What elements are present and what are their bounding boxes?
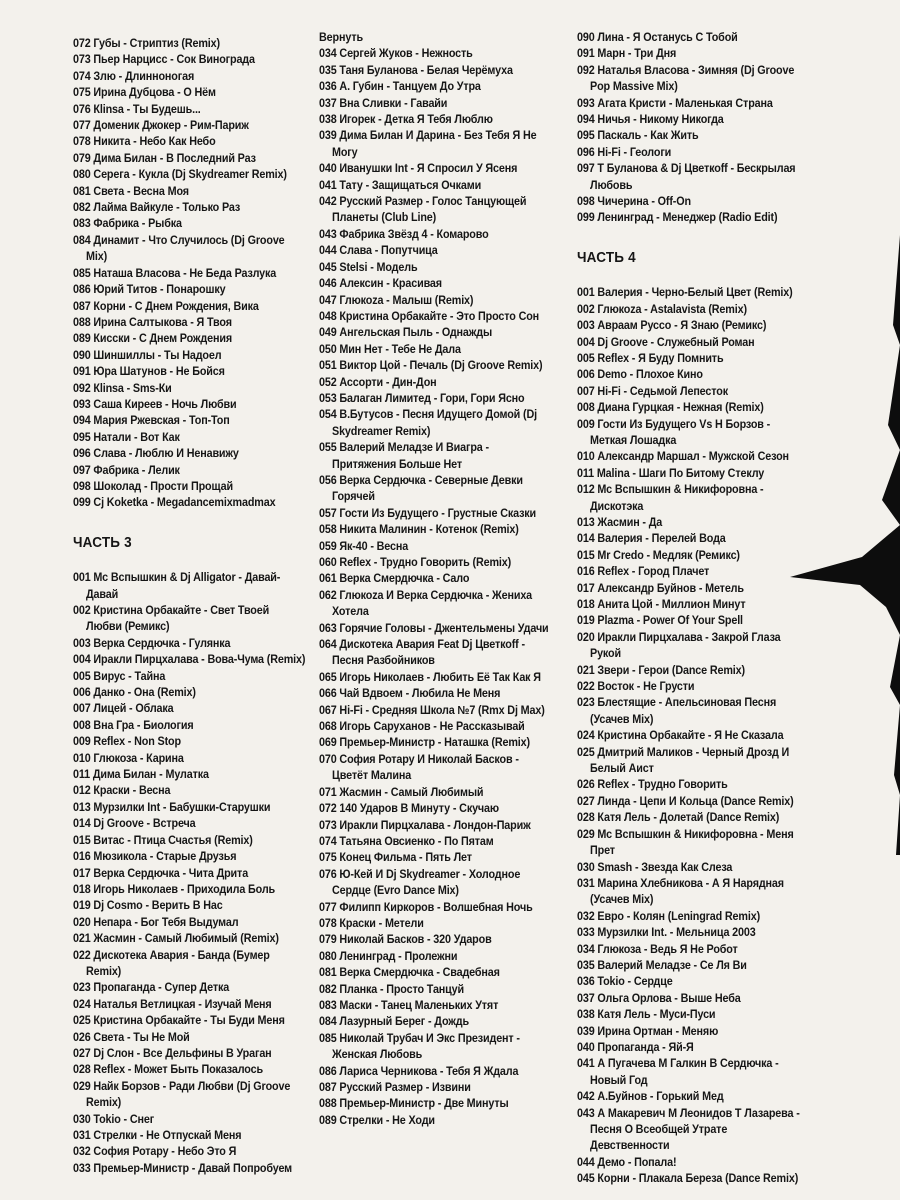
track-item: 092 Кlinsa - Sms-Ки <box>73 381 172 395</box>
track-item: 082 Планка - Просто Танцуй <box>319 982 465 996</box>
track-item: 003 Авраам Руссо - Я Знаю (Ремикс) <box>577 319 767 333</box>
track-item: 007 Лицей - Облака <box>73 702 174 716</box>
track-item: 091 Юра Шатунов - Не Бойся <box>73 365 225 379</box>
track-item: 042 А.Буйнов - Горький Мед <box>577 1090 724 1104</box>
track-item: 006 Данко - Она (Remix) <box>73 686 196 700</box>
track-item: 053 Балаган Лимитед - Гори, Гори Ясно <box>319 391 525 405</box>
track-item: 082 Лайма Вайкуле - Только Раз <box>73 201 241 215</box>
track-item: 074 Татьяна Овсиенко - По Пятам <box>319 834 494 848</box>
track-item: 045 Stelsi - Модель <box>319 260 418 274</box>
track-item: 016 Reflex - Город Плачет <box>577 565 710 579</box>
track-item: 094 Ничья - Никому Никогда <box>577 113 724 127</box>
track-item: 031 Стрелки - Не Отпускай Меня <box>73 1129 242 1142</box>
track-item: 066 Чай Вдвоем - Любила Не Меня <box>319 687 501 701</box>
track-item: 034 Сергей Жуков - Нежность <box>319 47 473 61</box>
track-item: 030 Smash - Звезда Как Слеза <box>577 860 733 874</box>
track-item: 084 Лазурный Берег - Дождь <box>319 1015 469 1029</box>
column-2 <box>319 30 552 1129</box>
track-item: 073 Иракли Пирцхалава - Лондон-Париж <box>319 818 531 832</box>
track-item: 067 Hi-Fi - Средняя Школа №7 (Rmx Dj Max) <box>319 703 545 717</box>
track-item: 043 Фабрика Звёзд 4 - Комарово <box>319 227 489 241</box>
track-item: 025 Дмитрий Маликов - Черный Дрозд И Белый Аист <box>577 745 790 776</box>
track-item: 008 Вна Гра - Биология <box>73 718 194 732</box>
track-item: 083 Маски - Танец Маленьких Утят <box>319 998 499 1012</box>
track-item: 019 Dj Cosmo - Верить В Нас <box>73 899 223 913</box>
track-item: 032 Евро - Колян (Leningrad Remix) <box>577 909 761 923</box>
track-item: 005 Вирус - Тайна <box>73 669 166 683</box>
track-item: 056 Верка Сердючка - Северные Девки Горячей <box>319 473 523 504</box>
track-item: 013 Жасмин - Да <box>577 515 663 529</box>
track-item: 027 Линда - Цепи И Кольца (Dance Remix) <box>577 794 794 808</box>
track-item: 080 Серега - Кукла (Dj Skydreamer Remix) <box>73 168 287 182</box>
track-list <box>577 30 802 227</box>
track-list <box>73 570 306 1177</box>
track-item: 071 Жасмин - Самый Любимый <box>319 785 484 799</box>
track-list <box>319 30 552 1129</box>
track-item: 068 Игорь Саруханов - Не Рассказывай <box>319 720 525 734</box>
track-item: 042 Русский Размер - Голос Танцующей Планеты (Club Line) <box>319 195 527 225</box>
track-item: 085 Наташа Власова - Не Беда Разлука <box>73 266 277 280</box>
track-item: 005 Reflex - Я Буду Помнить <box>577 351 724 365</box>
track-item: 001 Мс Вспышкин & Dj Alligator - Давай-Давай <box>73 571 281 601</box>
track-item: 041 Тату - Защищаться Очками <box>319 178 482 192</box>
track-item: 033 Премьер-Министр - Давай Попробуем <box>73 1161 293 1175</box>
track-item: 017 Верка Сердючка - Чита Дрита <box>73 866 249 880</box>
track-item: 002 Кристина Орбакайте - Свет Твоей Любви (Ремикс) <box>73 604 270 634</box>
track-item: 040 Иванушки Int - Я Спросил У Ясеня <box>319 162 518 176</box>
track-item: 046 Алексин - Красивая <box>319 277 442 291</box>
track-item: 028 Катя Лель - Долетай (Dance Remix) <box>577 811 780 825</box>
track-item: 028 Reflex - Может Быть Показалось <box>73 1063 263 1077</box>
track-item: 031 Марина Хлебникова - А Я Нарядная (Усачев Mix) <box>577 876 784 907</box>
track-item: 040 Пропаганда - Яй-Я <box>577 1040 694 1054</box>
track-item: 074 Злю - Длинноногая <box>73 69 195 83</box>
track-item: 050 Мин Нет - Тебе Не Дала <box>319 342 461 356</box>
track-item: 094 Мария Ржевская - Топ-Топ <box>73 414 230 428</box>
track-item: 064 Дискотека Авария Feat Dj Цветкоff - Песня Разбойников <box>319 638 525 668</box>
track-item: 098 Шоколад - Прости Прощай <box>73 479 233 493</box>
track-item: 089 Стрелки - Не Ходи <box>319 1113 435 1127</box>
track-item: 055 Валерий Меладзе И Виагра - Притяжения Больше Нет <box>319 441 489 471</box>
track-item: 027 Dj Слон - Все Дельфины В Ураган <box>73 1046 272 1060</box>
track-item: 047 Глюкоza - Малыш (Remix) <box>319 293 474 307</box>
track-item: 081 Света - Весна Моя <box>73 184 189 198</box>
track-item: 009 Reflex - Non Stop <box>73 735 181 749</box>
track-item: 077 Доменик Джокер - Рим-Париж <box>73 119 249 133</box>
track-item: 096 Hi-Fi - Геологи <box>577 145 672 159</box>
track-item: 026 Reflex - Трудно Говорить <box>577 778 728 792</box>
track-item: 072 140 Ударов В Минуту - Скучаю <box>319 802 499 816</box>
track-item: 076 Кlinsa - Ты Будешь... <box>73 102 201 116</box>
track-item: 089 Кисски - С Днем Рождения <box>73 332 232 346</box>
track-item: 045 Корни - Плакала Береза (Dance Remix) <box>577 1172 799 1186</box>
track-item: 018 Игорь Николаев - Приходила Боль <box>73 882 276 896</box>
track-item: 002 Глюкоza - Astalavista (Remix) <box>577 302 747 316</box>
starburst-decoration <box>790 235 900 855</box>
track-item: 083 Фабрика - Рыбка <box>73 217 182 231</box>
track-item: 062 Глюкоza И Верка Сердючка - Женихa Хотела <box>319 588 533 619</box>
track-item: 087 Русский Размер - Извини <box>319 1081 471 1094</box>
track-item: 010 Глюкоза - Карина <box>73 751 184 765</box>
track-item: 011 Malina - Шаги По Битому Стеклу <box>577 466 765 480</box>
track-item: 092 Наталья Власова - Зимняя (Dj Groove Pop Massive Mix) <box>577 63 795 94</box>
track-item: 088 Ирина Салтыкова - Я Твоя <box>73 315 232 329</box>
track-item: 090 Лина - Я Останусь С Тобой <box>577 31 738 44</box>
column-3 <box>577 30 802 1188</box>
track-item: 039 Ирина Ортман - Меняю <box>577 1024 719 1038</box>
track-item: 091 Марн - Три Дня <box>577 47 677 61</box>
track-item: 030 Tokio - Снег <box>73 1112 155 1126</box>
track-item: 073 Пьер Нарцисс - Сок Винограда <box>73 53 255 67</box>
track-item: 016 Мюзикола - Старые Друзья <box>73 850 237 864</box>
track-item: 052 Ассорти - Дин-Дон <box>319 375 437 389</box>
track-item: 061 Верка Смердючка - Сало <box>319 572 470 586</box>
track-item: 025 Кристина Орбакайте - Ты Буди Меня <box>73 1014 285 1028</box>
track-list <box>73 36 306 512</box>
track-item: 006 Demo - Плохое Кино <box>577 368 703 382</box>
track-item: 012 Краски - Весна <box>73 784 171 798</box>
track-list <box>577 285 802 1187</box>
track-item: 058 Никита Малинин - Котенок (Remix) <box>319 523 519 537</box>
track-item: 012 Мс Вспышкин & Никифоровна - Дискотэка <box>577 483 764 513</box>
track-item: 032 София Ротару - Небо Это Я <box>73 1145 237 1159</box>
track-item: 084 Динамит - Что Случилось (Dj Groove Mix) <box>73 233 285 264</box>
track-item: 015 Витас - Птица Счастья (Remix) <box>73 833 253 847</box>
track-item: 077 Филипп Киркоров - Волшебная Ночь <box>319 900 533 914</box>
track-item: 080 Ленинград - Пролежни <box>319 949 458 963</box>
track-item: 023 Блестящие - Апельсиновая Песня (Усачев Mix) <box>577 696 777 726</box>
track-item: 007 Hi-Fi - Седьмой Лепесток <box>577 384 728 398</box>
track-item: 036 А. Губин - Танцуем До Утра <box>319 80 481 94</box>
track-item: 020 Непара - Бог Тебя Выдумал <box>73 915 239 929</box>
track-item: 015 Mr Credo - Медляк (Ремикс) <box>577 548 740 562</box>
track-item: 098 Чичерина - Off-On <box>577 195 691 209</box>
track-item: 023 Пропаганда - Супер Детка <box>73 981 230 995</box>
track-item: 081 Верка Смердючка - Свадебная <box>319 966 500 980</box>
track-item: 009 Гости Из Будущего Vs Н Борзов - Меткая Лошадка <box>577 417 771 447</box>
track-item: 004 Dj Groove - Служебный Роман <box>577 335 755 349</box>
track-item: 021 Звери - Герои (Dance Remix) <box>577 663 745 677</box>
column-1 <box>73 36 306 1177</box>
track-item: 079 Николай Басков - 320 Ударов <box>319 933 492 947</box>
track-item: 095 Натали - Вот Как <box>73 430 180 444</box>
track-item: 013 Мурзилки Int - Бабушки-Старушки <box>73 800 271 814</box>
track-item: 035 Валерий Меладзе - Се Ля Ви <box>577 958 747 972</box>
track-item: 088 Премьер-Министр - Две Минуты <box>319 1097 509 1111</box>
track-item: 029 Мс Вспышкин & Никифоровна - Меня Прет <box>577 827 794 858</box>
track-item: 036 Tokio - Сердце <box>577 975 673 989</box>
track-item: 096 Слава - Люблю И Ненавижу <box>73 447 239 461</box>
track-item: 076 Ю-Кей И Dj Skydreamer - Холодное Сердце (Evro Dance Mix) <box>319 867 521 898</box>
track-item: 037 Вна Сливки - Гавайи <box>319 96 448 110</box>
track-item: 087 Корни - С Днем Рождения, Вика <box>73 299 259 313</box>
track-item: 034 Глюкоза - Ведь Я Не Робот <box>577 942 738 956</box>
track-item: 086 Юрий Титов - Понарошку <box>73 283 226 297</box>
track-item: 090 Шиншиллы - Ты Надоел <box>73 348 222 362</box>
track-item: 003 Верка Сердючка - Гулянка <box>73 636 231 650</box>
track-item: 010 Александр Маршал - Мужской Сезон <box>577 450 789 464</box>
track-item: 078 Краски - Метели <box>319 916 424 930</box>
track-item: 024 Наталья Ветлицкая - Изучай Меня <box>73 997 272 1011</box>
track-item: 021 Жасмин - Самый Любимый (Remix) <box>73 932 279 946</box>
track-item: 097 Т Буланова & Dj Цветкоff - Бескрылая Любовь <box>577 162 796 192</box>
track-item: 018 Анита Цой - Миллион Минут <box>577 598 746 611</box>
track-item: 072 Губы - Стриптиз (Remix) <box>73 37 220 50</box>
track-item: 033 Мурзилки Int. - Мельница 2003 <box>577 926 756 940</box>
section-title-part-4: ЧАСТЬ 4 <box>577 249 636 266</box>
track-item: 019 Plazma - Power Of Your Spell <box>577 614 743 628</box>
track-item: 049 Ангельская Пыль - Однажды <box>319 326 493 340</box>
track-item: 075 Конец Фильма - Пять Лет <box>319 851 472 865</box>
track-item: 060 Reflex - Трудно Говорить (Remix) <box>319 556 512 569</box>
section-title-part-3: ЧАСТЬ 3 <box>73 534 132 551</box>
track-item: 004 Иракли Пирцхалава - Вова-Чума (Remix) <box>73 653 306 667</box>
track-item: 029 Найк Борзов - Ради Любви (Dj Groove Remix) <box>73 1079 291 1110</box>
track-item: 020 Иракли Пирцхалава - Закрой Глаза Рукой <box>577 630 781 661</box>
track-item: 075 Ирина Дубцова - О Нём <box>73 86 216 100</box>
track-item: 093 Агата Кристи - Маленькая Страна <box>577 96 773 110</box>
track-item: 054 В.Бутусов - Песня Идущего Домой (Dj Skydreamer Remix) <box>319 408 537 438</box>
track-item: 011 Дима Билан - Мулатка <box>73 768 209 782</box>
track-item: 057 Гости Из Будущего - Грустные Сказки <box>319 506 537 520</box>
track-item: 063 Горячие Головы - Джентельмены Удачи <box>319 621 549 635</box>
track-item: 022 Восток - Не Грусти <box>577 680 695 694</box>
track-item: 014 Валерия - Перелей Вода <box>577 532 726 546</box>
track-item: 035 Таня Буланова - Белая Черёмуха <box>319 63 513 77</box>
track-item: 086 Лариса Черникова - Тебя Я Ждала <box>319 1064 519 1078</box>
track-item: 099 Ленинград - Менеджер (Radio Edit) <box>577 211 778 225</box>
track-item: 014 Dj Groove - Встреча <box>73 817 196 831</box>
track-item: 037 Ольга Орлова - Выше Неба <box>577 991 741 1005</box>
track-item: 070 София Ротару И Николай Басков - Цветёт Малина <box>319 752 519 783</box>
track-item: 044 Демо - Попала! <box>577 1155 677 1169</box>
track-item: 039 Дима Билан И Дарина - Без Тебя Я Не Могу <box>319 129 537 159</box>
track-item: 024 Кристина Орбакайте - Я Не Сказала <box>577 729 784 743</box>
track-item: 001 Валерия - Черно-Белый Цвет (Remix) <box>577 286 793 300</box>
track-item: 017 Александр Буйнов - Метель <box>577 581 744 595</box>
track-item: 008 Диана Гурцкая - Нежная (Remix) <box>577 401 764 415</box>
track-item: 038 Игорек - Детка Я Тебя Люблю <box>319 113 493 127</box>
track-item: 043 А Макаревич М Леонидов Т Лазарева - Песня О Всеобщей Утрате Девственности <box>577 1106 800 1153</box>
track-item: 095 Паскаль - Как Жить <box>577 129 699 143</box>
track-item: 022 Дискотека Авария - Банда (Бумер Remix) <box>73 948 270 978</box>
track-item: 069 Премьер-Министр - Наташка (Remix) <box>319 736 530 750</box>
track-item: 099 Cj Koketka - Megadancemixmadmax <box>73 496 276 510</box>
track-item: 093 Саша Киреев - Ночь Любви <box>73 397 237 411</box>
track-item: 044 Слава - Попутчица <box>319 244 438 258</box>
track-item: 038 Катя Лель - Муси-Пуси <box>577 1008 716 1022</box>
track-item: 059 Як-40 - Весна <box>319 539 409 553</box>
track-item: 078 Никита - Небо Как Небо <box>73 135 216 149</box>
track-item: 065 Игорь Николаев - Любить Её Так Как Я <box>319 670 541 684</box>
track-item: 097 Фабрика - Лелик <box>73 463 180 477</box>
track-item: 079 Дима Билан - В Последний Раз <box>73 151 256 165</box>
track-item: 085 Николай Трубач И Экс Президент - Женская Любовь <box>319 1031 520 1062</box>
track-item: 026 Света - Ты Не Мой <box>73 1030 190 1044</box>
track-item: 048 Кристина Орбакайте - Это Просто Сон <box>319 309 540 323</box>
track-item: 051 Виктор Цой - Печаль (Dj Groove Remix) <box>319 359 543 373</box>
track-item: 041 А Пугачева М Галкин В Сердючка - Новый Год <box>577 1057 779 1087</box>
track-item: Вернуть <box>319 31 363 44</box>
